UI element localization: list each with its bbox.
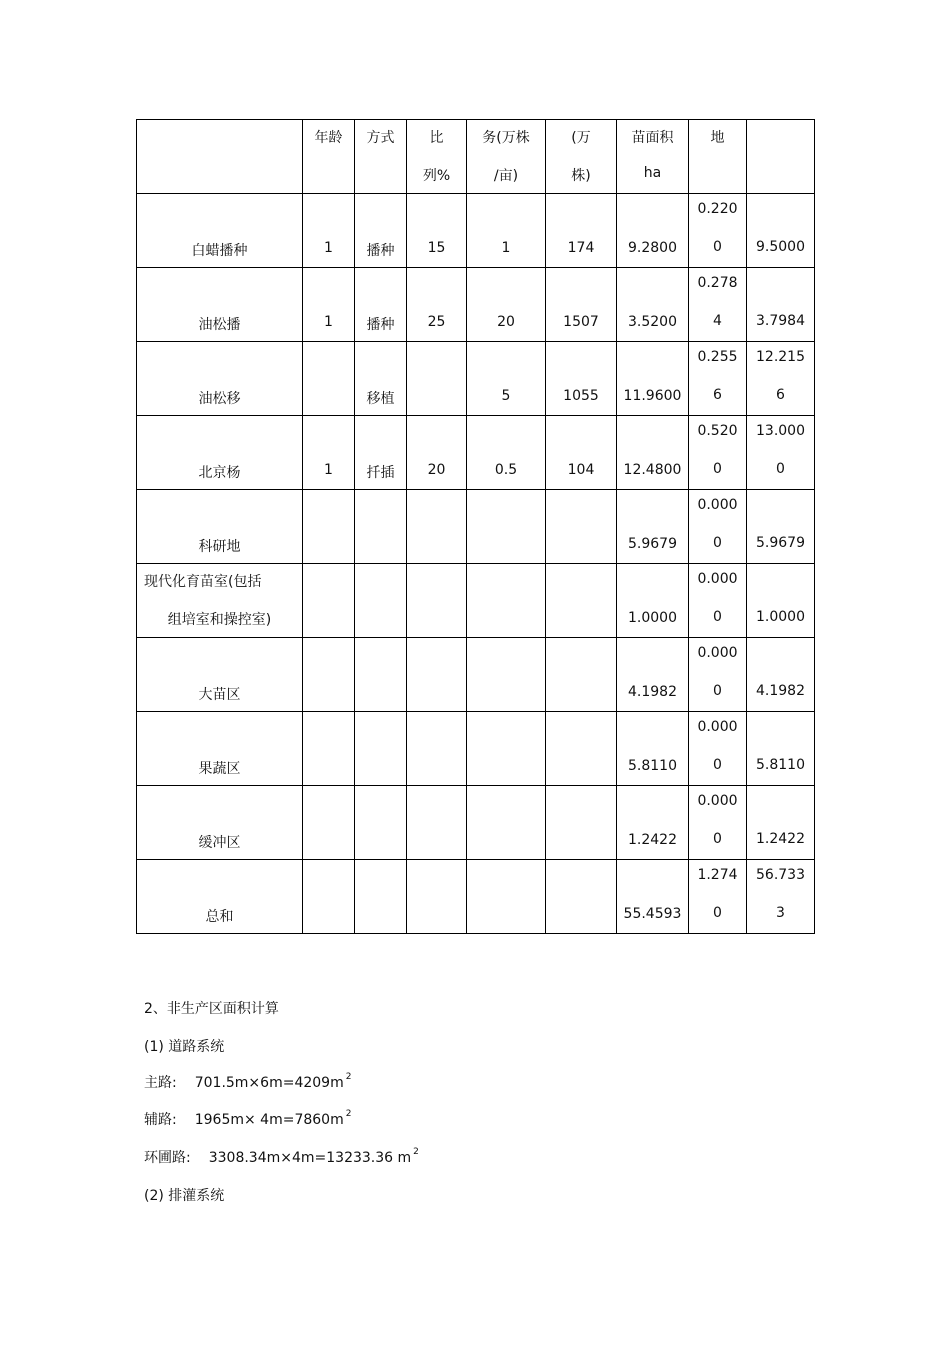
road-system-heading: (1) 道路系统: [144, 1039, 225, 1055]
value-count: 1507: [563, 314, 599, 330]
cell-area: [617, 194, 689, 268]
value-land: 0.520: [697, 423, 738, 439]
value-total: 56.733: [756, 867, 805, 883]
cell-count: [546, 194, 617, 268]
value-ratio: 25: [427, 314, 446, 330]
value-land: 0.000: [697, 497, 738, 513]
value-land: 0: [713, 831, 722, 847]
value-total: 9.5000: [756, 239, 805, 255]
cell-total: [747, 490, 815, 564]
table-row: [137, 342, 815, 416]
value-ratio: 20: [427, 462, 446, 478]
cell-density: [467, 638, 546, 712]
value-land: 0: [713, 461, 722, 477]
cell-count: [546, 416, 617, 490]
value-area: 5.8110: [628, 758, 677, 774]
value-density: 0.5: [494, 462, 518, 478]
cell-density: [467, 786, 546, 860]
cell-land: [689, 638, 747, 712]
cell-density: [467, 416, 546, 490]
row-name-cell: [137, 786, 303, 860]
value-method: 移植: [366, 391, 395, 407]
value-area: 55.4593: [623, 906, 682, 922]
nursery-area-table: [136, 119, 815, 934]
row-name: 总和: [205, 909, 234, 925]
row-name-cell: [137, 712, 303, 786]
header-text: 方式: [366, 130, 395, 146]
aux-road-label: 辅路:: [144, 1112, 177, 1128]
value-area: 1.2422: [628, 832, 677, 848]
cell-ratio: [407, 416, 467, 490]
value-land: 0.220: [697, 201, 738, 217]
cell-land: [689, 490, 747, 564]
value-total: 4.1982: [756, 683, 805, 699]
header-cell: [355, 120, 407, 194]
cell-count: [546, 564, 617, 638]
cell-count: [546, 786, 617, 860]
row-name: 科研地: [198, 539, 241, 555]
cell-ratio: [407, 194, 467, 268]
row-name: 大苗区: [198, 687, 241, 703]
value-count: 174: [567, 240, 595, 256]
cell-total: [747, 860, 815, 934]
value-land: 1.274: [697, 867, 738, 883]
cell-ratio: [407, 268, 467, 342]
cell-land: [689, 564, 747, 638]
value-land: 0.000: [697, 645, 738, 661]
cell-total: [747, 712, 815, 786]
cell-count: [546, 712, 617, 786]
superscript: 2: [345, 1072, 352, 1082]
value-land: 0: [713, 683, 722, 699]
cell-density: [467, 268, 546, 342]
cell-land: [689, 194, 747, 268]
value-ratio: 15: [427, 240, 446, 256]
cell-total: [747, 786, 815, 860]
row-name-cell: [137, 194, 303, 268]
header-text: 株): [571, 168, 591, 184]
value-land: 0.278: [697, 275, 738, 291]
value-land: 0: [713, 609, 722, 625]
value-land: 0.255: [697, 349, 738, 365]
main-road-label: 主路:: [144, 1075, 177, 1091]
cell-area: [617, 490, 689, 564]
cell-total: [747, 564, 815, 638]
cell-density: [467, 860, 546, 934]
value-land: 0: [713, 757, 722, 773]
cell-land: [689, 342, 747, 416]
value-total: 3: [776, 905, 785, 921]
value-area: 5.9679: [628, 536, 677, 552]
cell-method: [355, 194, 407, 268]
row-name: 油松播: [198, 317, 241, 333]
cell-area: [617, 342, 689, 416]
aux-road-value: 1965m× 4m=7860m: [194, 1112, 344, 1128]
cell-area: [617, 638, 689, 712]
table-row: [137, 860, 815, 934]
cell-ratio: [407, 786, 467, 860]
cell-density: [467, 194, 546, 268]
table-row: [137, 268, 815, 342]
cell-density: [467, 564, 546, 638]
row-name-cell: [137, 564, 303, 638]
value-age: 1: [324, 314, 333, 330]
cell-area: [617, 786, 689, 860]
value-area: 3.5200: [628, 314, 677, 330]
value-density: 1: [501, 240, 511, 256]
value-total: 5.8110: [756, 757, 805, 773]
cell-land: [689, 860, 747, 934]
cell-ratio: [407, 712, 467, 786]
value-total: 12.215: [756, 349, 805, 365]
header-cell: [689, 120, 747, 194]
header-text: 比: [429, 130, 444, 146]
value-area: 1.0000: [628, 610, 677, 626]
cell-method: [355, 860, 407, 934]
table-row: [137, 786, 815, 860]
cell-count: [546, 490, 617, 564]
cell-age: [303, 638, 355, 712]
cell-total: [747, 268, 815, 342]
value-area: 11.9600: [623, 388, 682, 404]
value-total: 5.9679: [756, 535, 805, 551]
value-density: 20: [497, 314, 515, 330]
row-name: 缓冲区: [198, 835, 241, 851]
cell-method: [355, 564, 407, 638]
cell-total: [747, 416, 815, 490]
cell-area: [617, 268, 689, 342]
cell-ratio: [407, 564, 467, 638]
main-road-line: [144, 1072, 351, 1092]
row-name: 油松移: [198, 391, 241, 407]
cell-count: [546, 860, 617, 934]
drainage-system-heading: (2) 排灌系统: [144, 1188, 225, 1204]
cell-method: [355, 342, 407, 416]
ring-road-line: [144, 1147, 419, 1167]
cell-age: [303, 860, 355, 934]
value-age: 1: [324, 462, 333, 478]
cell-ratio: [407, 490, 467, 564]
cell-land: [689, 712, 747, 786]
value-total: 0: [776, 461, 785, 477]
value-count: 104: [567, 462, 595, 478]
header-text: 苗面积: [631, 130, 674, 146]
cell-age: [303, 712, 355, 786]
row-name-cell: [137, 860, 303, 934]
value-land: 4: [713, 313, 722, 329]
superscript: 2: [413, 1147, 419, 1157]
cell-land: [689, 786, 747, 860]
header-text: 务(万株: [482, 130, 530, 146]
table-row: [137, 712, 815, 786]
cell-area: [617, 860, 689, 934]
row-name-cell: [137, 342, 303, 416]
cell-density: [467, 342, 546, 416]
superscript: 2: [345, 1109, 352, 1119]
cell-area: [617, 564, 689, 638]
cell-count: [546, 342, 617, 416]
value-area: 9.2800: [628, 240, 677, 256]
cell-ratio: [407, 860, 467, 934]
header-cell: [747, 120, 815, 194]
value-age: 1: [324, 240, 333, 256]
cell-total: [747, 638, 815, 712]
value-total: 1.0000: [756, 609, 805, 625]
cell-method: [355, 490, 407, 564]
cell-method: [355, 712, 407, 786]
header-cell: [617, 120, 689, 194]
value-density: 5: [501, 388, 511, 404]
cell-total: [747, 342, 815, 416]
cell-age: [303, 564, 355, 638]
table-row: [137, 194, 815, 268]
value-land: 0.000: [697, 793, 738, 809]
row-name-cell: [137, 268, 303, 342]
cell-ratio: [407, 638, 467, 712]
cell-ratio: [407, 342, 467, 416]
value-area: 12.4800: [623, 462, 682, 478]
cell-method: [355, 638, 407, 712]
value-land: 0.000: [697, 719, 738, 735]
cell-method: [355, 416, 407, 490]
header-cell: [546, 120, 617, 194]
value-method: 播种: [366, 317, 395, 333]
header-text: (万: [571, 130, 591, 146]
cell-age: [303, 194, 355, 268]
row-name-cell: [137, 638, 303, 712]
header-cell: [137, 120, 303, 194]
header-row: [137, 120, 815, 194]
cell-density: [467, 490, 546, 564]
value-count: 1055: [563, 388, 599, 404]
value-land: 0.000: [697, 571, 738, 587]
ring-road-value: 3308.34m×4m=13233.36 m: [208, 1150, 412, 1166]
main-road-value: 701.5m×6m=4209m: [194, 1075, 344, 1091]
aux-road-line: [144, 1109, 351, 1129]
value-land: 0: [713, 239, 722, 255]
header-text: 地: [710, 130, 725, 146]
value-total: 3.7984: [756, 313, 805, 329]
table-row: [137, 416, 815, 490]
cell-count: [546, 268, 617, 342]
cell-method: [355, 786, 407, 860]
table-row: [137, 638, 815, 712]
row-name: 北京杨: [198, 465, 241, 481]
table-row: [137, 564, 815, 638]
header-text: 列%: [422, 168, 451, 184]
cell-area: [617, 712, 689, 786]
table-row: [137, 490, 815, 564]
cell-land: [689, 268, 747, 342]
cell-age: [303, 416, 355, 490]
cell-land: [689, 416, 747, 490]
header-cell: [303, 120, 355, 194]
header-text: ha: [643, 165, 662, 181]
row-name-cell: [137, 416, 303, 490]
value-area: 4.1982: [628, 684, 677, 700]
cell-count: [546, 638, 617, 712]
value-method: 播种: [366, 243, 395, 259]
header-cell: [467, 120, 546, 194]
header-text: 年龄: [314, 130, 343, 146]
value-total: 6: [776, 387, 785, 403]
header-cell: [407, 120, 467, 194]
value-method: 扦插: [366, 465, 395, 481]
row-name: 果蔬区: [198, 761, 241, 777]
row-name: 白蜡播种: [191, 243, 248, 259]
cell-density: [467, 712, 546, 786]
cell-age: [303, 342, 355, 416]
cell-age: [303, 490, 355, 564]
section-title: 2、非生产区面积计算: [144, 1001, 279, 1017]
value-total: 13.000: [756, 423, 805, 439]
cell-method: [355, 268, 407, 342]
value-total: 1.2422: [756, 831, 805, 847]
ring-road-label: 环圃路:: [144, 1150, 191, 1166]
value-land: 0: [713, 905, 722, 921]
row-name: 组培室和操控室): [167, 612, 272, 628]
cell-area: [617, 416, 689, 490]
value-land: 6: [713, 387, 722, 403]
cell-total: [747, 194, 815, 268]
cell-age: [303, 786, 355, 860]
row-name-cell: [137, 490, 303, 564]
value-land: 0: [713, 535, 722, 551]
cell-age: [303, 268, 355, 342]
row-name: 现代化育苗室(包括: [144, 574, 262, 590]
header-text: /亩): [493, 168, 519, 184]
